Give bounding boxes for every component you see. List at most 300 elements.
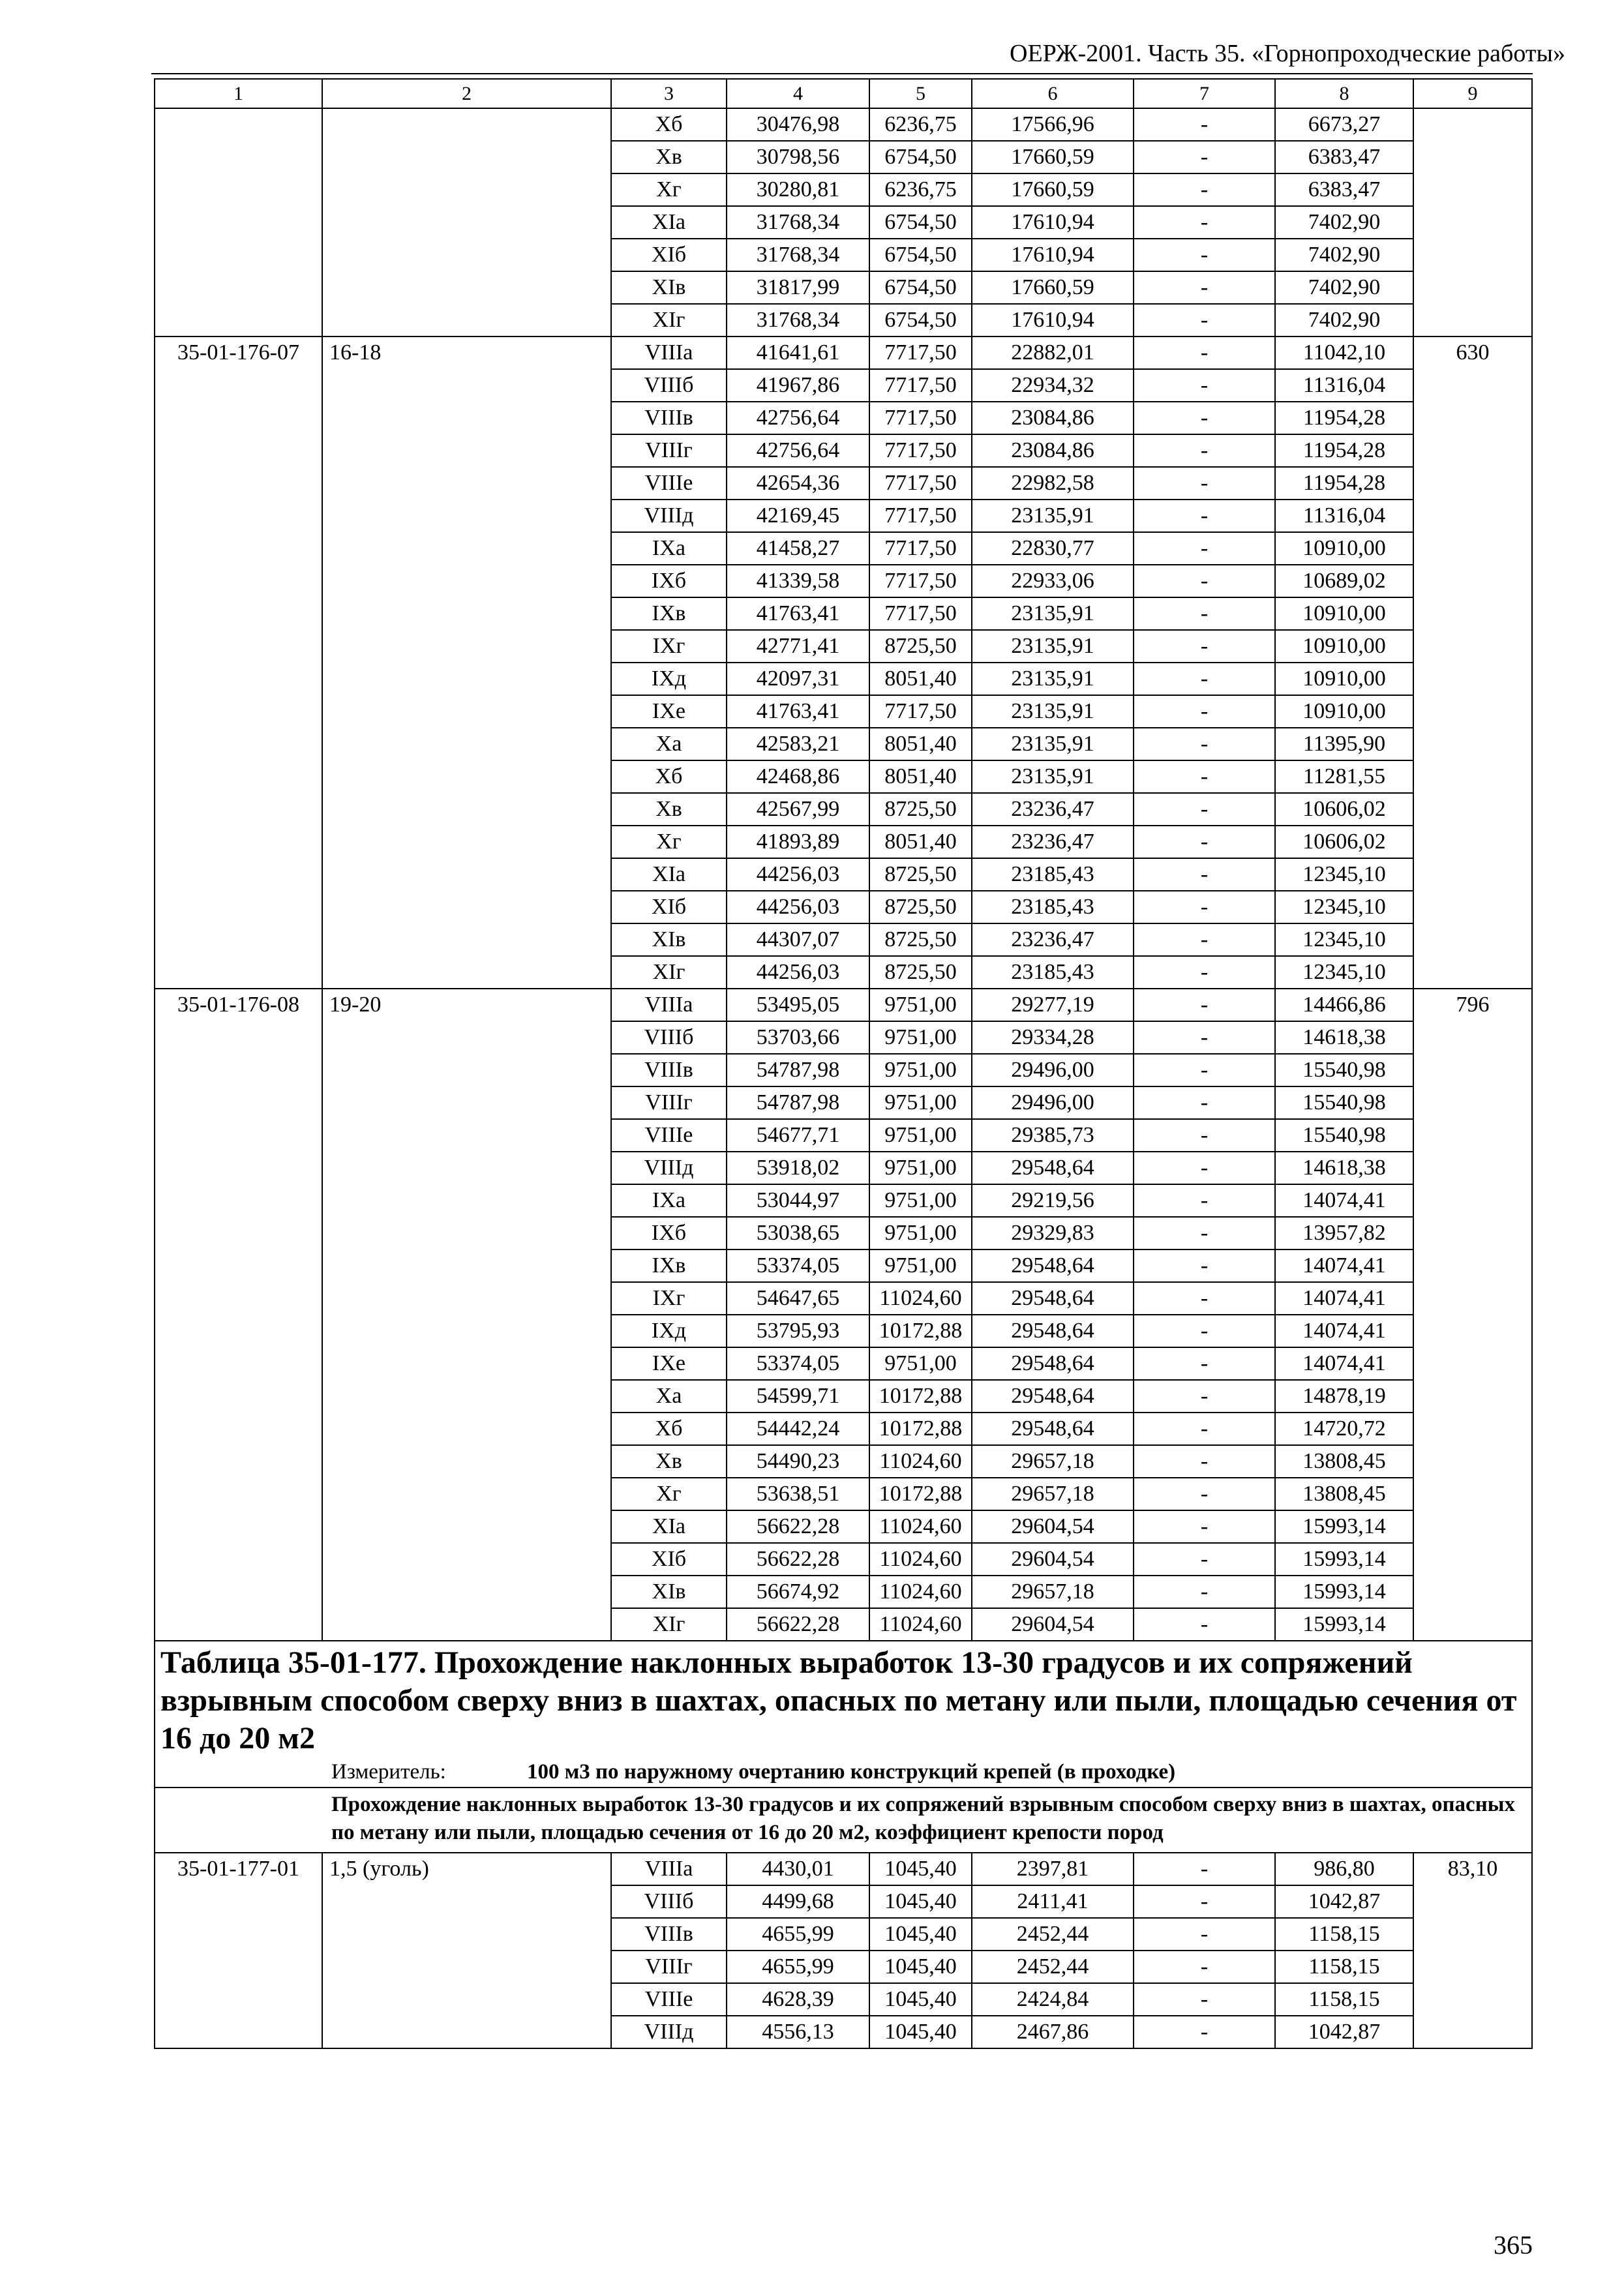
table-cell: 6754,50 <box>869 206 972 239</box>
table-cell: VIIIг <box>611 1951 727 1983</box>
table-cell: - <box>1134 1054 1275 1086</box>
table-cell: 9751,00 <box>869 1249 972 1282</box>
table-cell: 1158,15 <box>1275 1951 1413 1983</box>
table-cell: VIIIв <box>611 1054 727 1086</box>
table-cell: 29657,18 <box>972 1478 1134 1510</box>
table-row <box>155 989 1532 1021</box>
table-cell: 10606,02 <box>1275 826 1413 858</box>
table-cell: 10172,88 <box>869 1478 972 1510</box>
table-cell: ХIб <box>611 239 727 271</box>
table-cell: 9751,00 <box>869 1086 972 1119</box>
table-cell: IХб <box>611 565 727 597</box>
page-header: ОЕРЖ-2001. Часть 35. «Горнопроходческие работы» <box>1010 40 1565 67</box>
table-cell: 30280,81 <box>727 173 869 206</box>
table-cell: Хб <box>611 108 727 141</box>
table-cell: 6754,50 <box>869 141 972 173</box>
table-cell: IХв <box>611 597 727 630</box>
table-cell: 15540,98 <box>1275 1119 1413 1152</box>
table-cell: IХб <box>611 1217 727 1249</box>
table-cell: 12345,10 <box>1275 891 1413 923</box>
table-cell: 53374,05 <box>727 1347 869 1380</box>
table-cell: VIIIб <box>611 1021 727 1054</box>
table-cell: - <box>1134 826 1275 858</box>
table-cell: 22882,01 <box>972 337 1134 369</box>
table-cell: VIIIб <box>611 1885 727 1918</box>
row-code: 35-01-177-01 <box>155 1853 322 2048</box>
table-cell: - <box>1134 1152 1275 1184</box>
table-cell: 11954,28 <box>1275 402 1413 434</box>
table-cell: 11954,28 <box>1275 467 1413 500</box>
table-cell: IХа <box>611 532 727 565</box>
table-cell: - <box>1134 956 1275 989</box>
table-cell: - <box>1134 695 1275 728</box>
table-cell: VIIIа <box>611 1853 727 1885</box>
table-cell: - <box>1134 1347 1275 1380</box>
table-cell: - <box>1134 1543 1275 1576</box>
table-cell: - <box>1134 858 1275 891</box>
table-cell: - <box>1134 271 1275 304</box>
table-cell: 7402,90 <box>1275 271 1413 304</box>
table-cell: 2452,44 <box>972 1951 1134 1983</box>
table-cell: 15540,98 <box>1275 1054 1413 1086</box>
table-cell: 23135,91 <box>972 597 1134 630</box>
table-cell: 9751,00 <box>869 1152 972 1184</box>
table-cell: 11316,04 <box>1275 500 1413 532</box>
table-cell: 31768,34 <box>727 206 869 239</box>
table-cell: 41893,89 <box>727 826 869 858</box>
table-cell: - <box>1134 1315 1275 1347</box>
table-cell: - <box>1134 402 1275 434</box>
table-cell: 41763,41 <box>727 695 869 728</box>
table-cell: - <box>1134 434 1275 467</box>
table-cell: 17610,94 <box>972 304 1134 337</box>
table-cell: - <box>1134 728 1275 760</box>
section-description-row <box>155 1788 1532 1853</box>
table-cell: IХв <box>611 1249 727 1282</box>
table-cell: 29548,64 <box>972 1249 1134 1282</box>
table-cell: 29548,64 <box>972 1413 1134 1445</box>
table-cell: 12345,10 <box>1275 858 1413 891</box>
column-number: 5 <box>869 79 972 108</box>
table-cell: 42097,31 <box>727 663 869 695</box>
table-cell: 23135,91 <box>972 630 1134 663</box>
table-cell: 8051,40 <box>869 826 972 858</box>
table-cell: 9751,00 <box>869 1119 972 1152</box>
table-cell: 1045,40 <box>869 1918 972 1951</box>
table-cell: 14074,41 <box>1275 1347 1413 1380</box>
table-cell: - <box>1134 1983 1275 2016</box>
table-cell: VIIIг <box>611 434 727 467</box>
table-cell: 11024,60 <box>869 1543 972 1576</box>
column-number: 8 <box>1275 79 1413 108</box>
table-cell: 44256,03 <box>727 891 869 923</box>
table-cell: 41339,58 <box>727 565 869 597</box>
table-cell: 15993,14 <box>1275 1543 1413 1576</box>
table-cell: VIIIд <box>611 500 727 532</box>
table-cell: 7717,50 <box>869 467 972 500</box>
table-cell: 23135,91 <box>972 500 1134 532</box>
table-cell: 54787,98 <box>727 1086 869 1119</box>
table-cell: 7402,90 <box>1275 206 1413 239</box>
table-cell: 29657,18 <box>972 1576 1134 1608</box>
table-cell: 986,80 <box>1275 1853 1413 1885</box>
table-cell: 42169,45 <box>727 500 869 532</box>
table-cell: ХIв <box>611 271 727 304</box>
table-cell: 11281,55 <box>1275 760 1413 793</box>
table-cell: 54490,23 <box>727 1445 869 1478</box>
table-cell: 22830,77 <box>972 532 1134 565</box>
table-cell: 23185,43 <box>972 956 1134 989</box>
table-cell: 7717,50 <box>869 695 972 728</box>
table-cell: - <box>1134 108 1275 141</box>
table-cell: - <box>1134 1021 1275 1054</box>
table-cell: 7717,50 <box>869 337 972 369</box>
table-cell: 53038,65 <box>727 1217 869 1249</box>
table-cell: ХIг <box>611 1608 727 1641</box>
table-cell: 11024,60 <box>869 1282 972 1315</box>
table-cell: Хг <box>611 1478 727 1510</box>
table-cell: VIIIв <box>611 402 727 434</box>
row-code: 35-01-176-08 <box>155 989 322 1641</box>
table-cell: IХе <box>611 695 727 728</box>
table-cell: 56674,92 <box>727 1576 869 1608</box>
table-cell: 9751,00 <box>869 1347 972 1380</box>
table-cell: 29334,28 <box>972 1021 1134 1054</box>
table-cell: - <box>1134 239 1275 271</box>
column-number: 1 <box>155 79 322 108</box>
table-cell: 6754,50 <box>869 271 972 304</box>
table-cell: VIIIв <box>611 1918 727 1951</box>
table-cell: 31768,34 <box>727 239 869 271</box>
table-cell: 10910,00 <box>1275 663 1413 695</box>
table-cell: - <box>1134 337 1275 369</box>
table-cell: 54442,24 <box>727 1413 869 1445</box>
table-cell: 1042,87 <box>1275 1885 1413 1918</box>
table-cell: - <box>1134 923 1275 956</box>
table-cell: 17660,59 <box>972 173 1134 206</box>
table-cell: 1045,40 <box>869 1885 972 1918</box>
table-cell: 15540,98 <box>1275 1086 1413 1119</box>
table-cell: - <box>1134 1119 1275 1152</box>
table-cell: 2411,41 <box>972 1885 1134 1918</box>
table-cell: 42654,36 <box>727 467 869 500</box>
table-cell: 10689,02 <box>1275 565 1413 597</box>
table-cell: 1045,40 <box>869 1853 972 1885</box>
table-cell: 1158,15 <box>1275 1983 1413 2016</box>
table-cell: 42468,86 <box>727 760 869 793</box>
table-cell: IХе <box>611 1347 727 1380</box>
table-cell: 7717,50 <box>869 369 972 402</box>
table-cell: 23236,47 <box>972 793 1134 826</box>
table-cell: 29604,54 <box>972 1608 1134 1641</box>
table-row <box>155 337 1532 369</box>
table-cell: 7717,50 <box>869 597 972 630</box>
row-col9 <box>1413 108 1532 337</box>
table-cell: VIIIд <box>611 2016 727 2048</box>
table-cell: 12345,10 <box>1275 923 1413 956</box>
table-cell: 7402,90 <box>1275 304 1413 337</box>
table-cell: 44307,07 <box>727 923 869 956</box>
table-cell: - <box>1134 500 1275 532</box>
table-cell: Ха <box>611 1380 727 1413</box>
table-cell: 4556,13 <box>727 2016 869 2048</box>
table-cell: ХIг <box>611 304 727 337</box>
table-cell: 30476,98 <box>727 108 869 141</box>
table-cell: VIIIа <box>611 989 727 1021</box>
table-row <box>155 108 1532 141</box>
table-cell: 14618,38 <box>1275 1152 1413 1184</box>
table-cell: VIIIб <box>611 369 727 402</box>
section-title-cell <box>155 1641 1532 1788</box>
table-cell: 29548,64 <box>972 1315 1134 1347</box>
table-cell: VIIIе <box>611 467 727 500</box>
row-parameter: 1,5 (уголь) <box>322 1853 611 2048</box>
section-title: Таблица 35-01-177. Прохождение наклонных выработок 13-30 градусов и их сопряжений взрывным способом сверху вниз в шахтах, опасных по метану или пыли, площадью сечения от 16 до 20 м2 <box>160 1645 1517 1756</box>
table-cell: 14466,86 <box>1275 989 1413 1021</box>
table-cell: 8725,50 <box>869 793 972 826</box>
table-cell: 29604,54 <box>972 1543 1134 1576</box>
table-cell: 17660,59 <box>972 271 1134 304</box>
table-cell: 53374,05 <box>727 1249 869 1282</box>
table-cell: - <box>1134 630 1275 663</box>
row-parameter: 16-18 <box>322 337 611 989</box>
table-cell: 11024,60 <box>869 1510 972 1543</box>
table-cell: 10910,00 <box>1275 630 1413 663</box>
table-cell: - <box>1134 1282 1275 1315</box>
table-cell: - <box>1134 1576 1275 1608</box>
table-cell: VIIIд <box>611 1152 727 1184</box>
table-cell: 4655,99 <box>727 1918 869 1951</box>
table-cell: 29548,64 <box>972 1380 1134 1413</box>
table-cell: 8051,40 <box>869 760 972 793</box>
table-cell: 10910,00 <box>1275 597 1413 630</box>
table-cell: 14720,72 <box>1275 1413 1413 1445</box>
table-cell: - <box>1134 1885 1275 1918</box>
table-cell: - <box>1134 304 1275 337</box>
column-number: 2 <box>322 79 611 108</box>
table-cell: 4628,39 <box>727 1983 869 2016</box>
table-cell: - <box>1134 1217 1275 1249</box>
table-cell: 9751,00 <box>869 1184 972 1217</box>
table-cell: 14074,41 <box>1275 1249 1413 1282</box>
table-cell: Хг <box>611 173 727 206</box>
table-cell: 6754,50 <box>869 304 972 337</box>
table-cell: 4430,01 <box>727 1853 869 1885</box>
table-cell: 6383,47 <box>1275 173 1413 206</box>
table-cell: 7717,50 <box>869 402 972 434</box>
table-cell: ХIв <box>611 923 727 956</box>
table-cell: 17610,94 <box>972 206 1134 239</box>
table-cell: 23185,43 <box>972 891 1134 923</box>
table-cell: 23135,91 <box>972 760 1134 793</box>
table-cell: 2467,86 <box>972 2016 1134 2048</box>
table-cell: 54677,71 <box>727 1119 869 1152</box>
table-cell: 11024,60 <box>869 1445 972 1478</box>
table-cell: 9751,00 <box>869 1021 972 1054</box>
table-cell: - <box>1134 1086 1275 1119</box>
table-cell: IХд <box>611 1315 727 1347</box>
table-cell: 15993,14 <box>1275 1608 1413 1641</box>
table-cell: - <box>1134 1853 1275 1885</box>
table-cell: - <box>1134 2016 1275 2048</box>
table-cell: - <box>1134 173 1275 206</box>
measure-line <box>331 1759 1527 1785</box>
table-cell: 10172,88 <box>869 1413 972 1445</box>
table-cell: - <box>1134 597 1275 630</box>
table-cell: 42583,21 <box>727 728 869 760</box>
table-cell: 8725,50 <box>869 956 972 989</box>
table-cell: 23135,91 <box>972 663 1134 695</box>
table-cell: 4499,68 <box>727 1885 869 1918</box>
table-cell: 14074,41 <box>1275 1315 1413 1347</box>
table-cell: 1045,40 <box>869 2016 972 2048</box>
column-number-row <box>155 79 1532 108</box>
table-cell: 30798,56 <box>727 141 869 173</box>
table-cell: 12345,10 <box>1275 956 1413 989</box>
table-cell: 22933,06 <box>972 565 1134 597</box>
table-cell: 14074,41 <box>1275 1282 1413 1315</box>
table-cell: Хг <box>611 826 727 858</box>
row-parameter <box>322 108 611 337</box>
table-cell: 14618,38 <box>1275 1021 1413 1054</box>
table-cell: - <box>1134 1478 1275 1510</box>
table-cell: 10172,88 <box>869 1315 972 1347</box>
table-cell: ХIа <box>611 858 727 891</box>
row-col9: 630 <box>1413 337 1532 989</box>
table-cell: - <box>1134 1249 1275 1282</box>
table-cell: 56622,28 <box>727 1543 869 1576</box>
table-cell: 7402,90 <box>1275 239 1413 271</box>
table-cell: IХа <box>611 1184 727 1217</box>
table-cell: VIIIе <box>611 1983 727 2016</box>
table-cell: 1158,15 <box>1275 1918 1413 1951</box>
table-cell: 6236,75 <box>869 173 972 206</box>
table-cell: ХIб <box>611 891 727 923</box>
table-cell: - <box>1134 1413 1275 1445</box>
table-cell: 23236,47 <box>972 826 1134 858</box>
table-cell: 29496,00 <box>972 1054 1134 1086</box>
section-title-row <box>155 1641 1532 1788</box>
table-cell: - <box>1134 1445 1275 1478</box>
table-cell: 29548,64 <box>972 1347 1134 1380</box>
table-cell: ХIб <box>611 1543 727 1576</box>
table-cell: 41458,27 <box>727 532 869 565</box>
table-cell: 15993,14 <box>1275 1576 1413 1608</box>
table-cell: 23135,91 <box>972 695 1134 728</box>
table-cell: 53638,51 <box>727 1478 869 1510</box>
table-cell: Хб <box>611 760 727 793</box>
table-cell: 29604,54 <box>972 1510 1134 1543</box>
table-cell: 44256,03 <box>727 858 869 891</box>
table-cell: IХд <box>611 663 727 695</box>
table-cell: 7717,50 <box>869 500 972 532</box>
table-cell: 54787,98 <box>727 1054 869 1086</box>
table-cell: VIIIг <box>611 1086 727 1119</box>
table-cell: 8725,50 <box>869 630 972 663</box>
table-cell: 56622,28 <box>727 1608 869 1641</box>
table-cell: 4655,99 <box>727 1951 869 1983</box>
table-cell: 29548,64 <box>972 1152 1134 1184</box>
table-cell: 6754,50 <box>869 239 972 271</box>
table-cell: - <box>1134 663 1275 695</box>
table-cell: 8051,40 <box>869 728 972 760</box>
section-description: Прохождение наклонных выработок 13-30 градусов и их сопряжений взрывным способом сверху вниз в шахтах, опасных по метану или пыли, площадью сечения от 16 до 20 м2, коэффициент крепости пород <box>155 1788 1532 1853</box>
table-cell: - <box>1134 141 1275 173</box>
table-cell: 1045,40 <box>869 1951 972 1983</box>
row-code: 35-01-176-07 <box>155 337 322 989</box>
table-cell: ХIв <box>611 1576 727 1608</box>
table-cell: - <box>1134 532 1275 565</box>
table-cell: - <box>1134 891 1275 923</box>
table-cell: ХIа <box>611 206 727 239</box>
table-cell: 29548,64 <box>972 1282 1134 1315</box>
table-cell: - <box>1134 1510 1275 1543</box>
table-cell: 14074,41 <box>1275 1184 1413 1217</box>
table-cell: - <box>1134 1184 1275 1217</box>
table-cell: 13808,45 <box>1275 1445 1413 1478</box>
table-cell: 41763,41 <box>727 597 869 630</box>
table-cell: 23236,47 <box>972 923 1134 956</box>
table-cell: 41967,86 <box>727 369 869 402</box>
table-cell: 11316,04 <box>1275 369 1413 402</box>
table-cell: 9751,00 <box>869 1054 972 1086</box>
table-cell: 2397,81 <box>972 1853 1134 1885</box>
table-cell: - <box>1134 1380 1275 1413</box>
table-cell: 56622,28 <box>727 1510 869 1543</box>
table-cell: Хв <box>611 793 727 826</box>
table-cell: VIIIа <box>611 337 727 369</box>
table-cell: VIIIе <box>611 1119 727 1152</box>
table-cell: - <box>1134 565 1275 597</box>
table-cell: 31768,34 <box>727 304 869 337</box>
rates-table <box>154 78 1533 2049</box>
table-cell: Хв <box>611 141 727 173</box>
table-cell: 8725,50 <box>869 891 972 923</box>
table-cell: 13957,82 <box>1275 1217 1413 1249</box>
table-cell: 9751,00 <box>869 1217 972 1249</box>
column-number: 7 <box>1134 79 1275 108</box>
table-cell: 11395,90 <box>1275 728 1413 760</box>
table-cell: 44256,03 <box>727 956 869 989</box>
table-cell: 42567,99 <box>727 793 869 826</box>
table-cell: 54599,71 <box>727 1380 869 1413</box>
table-cell: 1045,40 <box>869 1983 972 2016</box>
table-cell: ХIг <box>611 956 727 989</box>
table-cell: - <box>1134 369 1275 402</box>
table-cell: 9751,00 <box>869 989 972 1021</box>
row-parameter: 19-20 <box>322 989 611 1641</box>
table-cell: 17660,59 <box>972 141 1134 173</box>
column-number: 3 <box>611 79 727 108</box>
table-cell: 29277,19 <box>972 989 1134 1021</box>
table-cell: 23135,91 <box>972 728 1134 760</box>
table-cell: 17610,94 <box>972 239 1134 271</box>
table-cell: 23084,86 <box>972 402 1134 434</box>
table-cell: 6383,47 <box>1275 141 1413 173</box>
table-cell: 29496,00 <box>972 1086 1134 1119</box>
measure-label: Измеритель: <box>331 1760 446 1784</box>
table-cell: ХIа <box>611 1510 727 1543</box>
table-cell: 10606,02 <box>1275 793 1413 826</box>
table-cell: 2424,84 <box>972 1983 1134 2016</box>
table-cell: 53044,97 <box>727 1184 869 1217</box>
page-number: 365 <box>1494 2230 1533 2260</box>
table-cell: - <box>1134 467 1275 500</box>
table-cell: 11954,28 <box>1275 434 1413 467</box>
column-number: 6 <box>972 79 1134 108</box>
table-cell: - <box>1134 1951 1275 1983</box>
table-cell: - <box>1134 206 1275 239</box>
